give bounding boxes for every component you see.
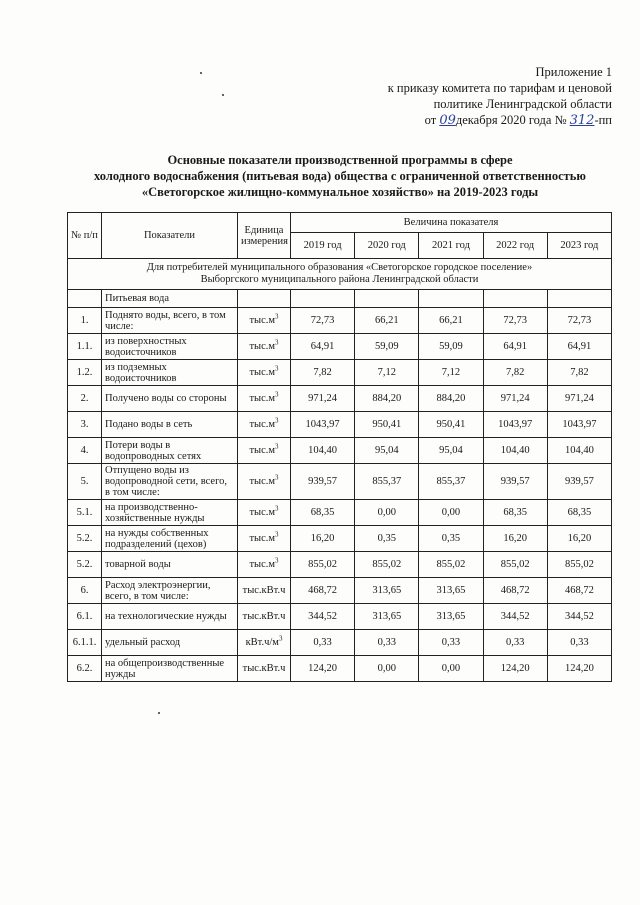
empty-cell bbox=[547, 290, 611, 308]
unit-base: тыс.м bbox=[249, 533, 276, 544]
row-number: 1. bbox=[68, 308, 102, 334]
row-value: 0,00 bbox=[355, 656, 419, 682]
row-value: 884,20 bbox=[419, 386, 483, 412]
row-value: 855,02 bbox=[291, 552, 355, 578]
row-value: 971,24 bbox=[291, 386, 355, 412]
row-indicator-name: Отпущено воды из водопроводной сети, всего, в том числе: bbox=[102, 464, 238, 500]
row-number: 6. bbox=[68, 578, 102, 604]
row-value: 0,00 bbox=[355, 500, 419, 526]
unit-superscript: 3 bbox=[275, 364, 279, 373]
row-indicator-name: Расход электроэнергии, всего, в том числе: bbox=[102, 578, 238, 604]
row-unit bbox=[238, 334, 291, 360]
row-value: 344,52 bbox=[547, 604, 611, 630]
title-line-3: «Светогорское жилищно-коммунальное хозяйство» на 2019-2023 годы bbox=[141, 185, 539, 199]
row-value: 855,02 bbox=[483, 552, 547, 578]
row-indicator-name: на нужды собственных подразделений (цехов) bbox=[102, 526, 238, 552]
annex-day-handwritten: 09 bbox=[439, 113, 456, 128]
row-value: 0,33 bbox=[291, 630, 355, 656]
row-unit bbox=[238, 656, 291, 682]
row-value: 66,21 bbox=[419, 308, 483, 334]
unit-superscript: 3 bbox=[275, 390, 279, 399]
row-value: 16,20 bbox=[547, 526, 611, 552]
row-value: 7,82 bbox=[483, 360, 547, 386]
row-value: 124,20 bbox=[291, 656, 355, 682]
row-value: 7,12 bbox=[419, 360, 483, 386]
row-indicator-name: товарной воды bbox=[102, 552, 238, 578]
row-value: 1043,97 bbox=[547, 412, 611, 438]
header-unit: Единица измерения bbox=[238, 213, 291, 259]
row-value: 59,09 bbox=[419, 334, 483, 360]
document-title bbox=[60, 152, 620, 200]
row-unit bbox=[238, 604, 291, 630]
unit-base: тыс.м bbox=[249, 559, 276, 570]
row-value: 855,02 bbox=[419, 552, 483, 578]
row-indicator-name: Поднято воды, всего, в том числе: bbox=[102, 308, 238, 334]
row-value: 0,00 bbox=[419, 500, 483, 526]
table-row bbox=[68, 308, 612, 334]
row-indicator-name: на производственно-хозяйственные нужды bbox=[102, 500, 238, 526]
annex-committee-line: политике Ленинградской области bbox=[433, 97, 612, 111]
row-value: 855,37 bbox=[419, 464, 483, 500]
scan-speck bbox=[158, 712, 160, 714]
table-row bbox=[68, 552, 612, 578]
row-value: 468,72 bbox=[483, 578, 547, 604]
unit-superscript: 3 bbox=[275, 416, 279, 425]
empty-cell bbox=[238, 290, 291, 308]
table-row bbox=[68, 412, 612, 438]
row-value: 0,33 bbox=[547, 630, 611, 656]
row-value: 344,52 bbox=[291, 604, 355, 630]
empty-cell bbox=[419, 290, 483, 308]
unit-base: тыс.м bbox=[249, 341, 276, 352]
title-line-2: холодного водоснабжения (питьевая вода) общества с ограниченной ответственностью bbox=[94, 169, 586, 183]
annex-block bbox=[372, 64, 612, 129]
row-indicator-name: удельный расход bbox=[102, 630, 238, 656]
row-value: 64,91 bbox=[483, 334, 547, 360]
header-year: 2021 год bbox=[419, 233, 483, 259]
row-value: 95,04 bbox=[355, 438, 419, 464]
row-indicator-name: Подано воды в сеть bbox=[102, 412, 238, 438]
row-indicator-name: на общепроизводственные нужды bbox=[102, 656, 238, 682]
row-number: 4. bbox=[68, 438, 102, 464]
row-value: 884,20 bbox=[355, 386, 419, 412]
unit-base: тыс.кВт.ч bbox=[242, 585, 286, 596]
unit-superscript: 3 bbox=[275, 312, 279, 321]
unit-base: тыс.м bbox=[249, 476, 276, 487]
unit-base: тыс.м bbox=[249, 507, 276, 518]
row-unit bbox=[238, 526, 291, 552]
row-unit bbox=[238, 500, 291, 526]
row-number: 5.1. bbox=[68, 500, 102, 526]
row-value: 1043,97 bbox=[291, 412, 355, 438]
unit-base: тыс.м bbox=[249, 419, 276, 430]
row-value: 68,35 bbox=[291, 500, 355, 526]
section-header bbox=[68, 259, 612, 290]
row-number: 5.2. bbox=[68, 552, 102, 578]
subsection-label: Питьевая вода bbox=[102, 290, 238, 308]
row-value: 72,73 bbox=[483, 308, 547, 334]
annex-month-year: декабря 2020 года № bbox=[455, 113, 567, 127]
row-indicator-name: Получено воды со стороны bbox=[102, 386, 238, 412]
row-value: 16,20 bbox=[483, 526, 547, 552]
table-row bbox=[68, 438, 612, 464]
row-value: 95,04 bbox=[419, 438, 483, 464]
empty-cell bbox=[291, 290, 355, 308]
row-unit bbox=[238, 552, 291, 578]
header-year: 2019 год bbox=[291, 233, 355, 259]
row-value: 0,00 bbox=[419, 656, 483, 682]
scan-speck bbox=[200, 72, 202, 74]
unit-base: тыс.м bbox=[249, 393, 276, 404]
row-value: 64,91 bbox=[547, 334, 611, 360]
row-value: 59,09 bbox=[355, 334, 419, 360]
row-value: 66,21 bbox=[355, 308, 419, 334]
unit-base: тыс.м bbox=[249, 367, 276, 378]
unit-superscript: 3 bbox=[275, 530, 279, 539]
row-value: 72,73 bbox=[291, 308, 355, 334]
row-value: 468,72 bbox=[291, 578, 355, 604]
row-unit bbox=[238, 630, 291, 656]
table-row bbox=[68, 386, 612, 412]
unit-superscript: 3 bbox=[275, 504, 279, 513]
unit-superscript: 3 bbox=[278, 634, 283, 643]
row-value: 344,52 bbox=[483, 604, 547, 630]
header-value-group: Величина показателя bbox=[291, 213, 612, 233]
empty-cell bbox=[355, 290, 419, 308]
row-value: 313,65 bbox=[355, 604, 419, 630]
row-indicator-name: Потери воды в водопроводных сетях bbox=[102, 438, 238, 464]
scan-speck bbox=[222, 94, 224, 96]
row-value: 468,72 bbox=[547, 578, 611, 604]
row-value: 7,12 bbox=[355, 360, 419, 386]
unit-superscript: 3 bbox=[275, 338, 279, 347]
empty-cell bbox=[483, 290, 547, 308]
row-number: 5. bbox=[68, 464, 102, 500]
empty-cell bbox=[68, 290, 102, 308]
row-value: 855,37 bbox=[355, 464, 419, 500]
annex-date-line bbox=[372, 112, 612, 129]
annex-suffix: -пп bbox=[594, 113, 612, 127]
unit-base: тыс.кВт.ч bbox=[242, 663, 286, 674]
row-number: 6.1.1. bbox=[68, 630, 102, 656]
header-indicators: Показатели bbox=[102, 213, 238, 259]
row-indicator-name: из подземных водоисточников bbox=[102, 360, 238, 386]
row-value: 124,20 bbox=[547, 656, 611, 682]
row-value: 0,33 bbox=[419, 630, 483, 656]
annex-title: Приложение 1 bbox=[535, 65, 612, 79]
row-value: 855,02 bbox=[355, 552, 419, 578]
row-value: 950,41 bbox=[355, 412, 419, 438]
row-value: 1043,97 bbox=[483, 412, 547, 438]
row-value: 104,40 bbox=[483, 438, 547, 464]
row-unit bbox=[238, 308, 291, 334]
table-row bbox=[68, 604, 612, 630]
row-indicator-name: на технологические нужды bbox=[102, 604, 238, 630]
table-row bbox=[68, 464, 612, 500]
row-value: 939,57 bbox=[291, 464, 355, 500]
row-value: 939,57 bbox=[483, 464, 547, 500]
unit-superscript: 3 bbox=[275, 442, 279, 451]
section-line-2: Выборгского муниципального района Ленинградской области bbox=[200, 274, 479, 285]
row-unit bbox=[238, 360, 291, 386]
row-number: 5.2. bbox=[68, 526, 102, 552]
annex-order-line: к приказу комитета по тарифам и ценовой bbox=[387, 81, 612, 95]
row-indicator-name: из поверхностных водоисточников bbox=[102, 334, 238, 360]
row-value: 971,24 bbox=[483, 386, 547, 412]
row-value: 16,20 bbox=[291, 526, 355, 552]
row-value: 0,33 bbox=[355, 630, 419, 656]
row-number: 3. bbox=[68, 412, 102, 438]
row-value: 104,40 bbox=[291, 438, 355, 464]
row-value: 313,65 bbox=[355, 578, 419, 604]
header-year: 2020 год bbox=[355, 233, 419, 259]
row-value: 68,35 bbox=[547, 500, 611, 526]
row-number: 1.2. bbox=[68, 360, 102, 386]
title-line-1: Основные показатели производственной программы в сфере bbox=[167, 153, 513, 167]
row-unit bbox=[238, 438, 291, 464]
row-number: 6.1. bbox=[68, 604, 102, 630]
row-value: 68,35 bbox=[483, 500, 547, 526]
row-number: 6.2. bbox=[68, 656, 102, 682]
unit-base: тыс.м bbox=[249, 445, 276, 456]
row-value: 124,20 bbox=[483, 656, 547, 682]
row-value: 7,82 bbox=[291, 360, 355, 386]
row-value: 104,40 bbox=[547, 438, 611, 464]
row-value: 939,57 bbox=[547, 464, 611, 500]
table-row bbox=[68, 334, 612, 360]
unit-superscript: 3 bbox=[275, 556, 279, 565]
row-value: 0,35 bbox=[419, 526, 483, 552]
row-value: 72,73 bbox=[547, 308, 611, 334]
row-unit bbox=[238, 412, 291, 438]
table-row bbox=[68, 656, 612, 682]
row-number: 1.1. bbox=[68, 334, 102, 360]
row-value: 855,02 bbox=[547, 552, 611, 578]
indicators-table bbox=[67, 212, 612, 682]
row-unit bbox=[238, 386, 291, 412]
row-value: 0,33 bbox=[483, 630, 547, 656]
row-value: 0,35 bbox=[355, 526, 419, 552]
row-value: 7,82 bbox=[547, 360, 611, 386]
table-row bbox=[68, 500, 612, 526]
row-unit bbox=[238, 578, 291, 604]
header-year: 2023 год bbox=[547, 233, 611, 259]
unit-base: тыс.кВт.ч bbox=[242, 611, 286, 622]
unit-base: тыс.м bbox=[249, 315, 276, 326]
header-num: № п/п bbox=[68, 213, 102, 259]
row-value: 950,41 bbox=[419, 412, 483, 438]
unit-superscript: 3 bbox=[275, 473, 279, 482]
table-row bbox=[68, 630, 612, 656]
row-value: 313,65 bbox=[419, 604, 483, 630]
annex-date-prefix: от bbox=[424, 113, 437, 127]
table-row bbox=[68, 578, 612, 604]
row-number: 2. bbox=[68, 386, 102, 412]
unit-base: кВт.ч/м bbox=[245, 637, 279, 648]
row-value: 971,24 bbox=[547, 386, 611, 412]
row-value: 64,91 bbox=[291, 334, 355, 360]
annex-number-handwritten: 312 bbox=[569, 113, 595, 128]
header-year: 2022 год bbox=[483, 233, 547, 259]
row-unit bbox=[238, 464, 291, 500]
table-row bbox=[68, 360, 612, 386]
table-row bbox=[68, 526, 612, 552]
row-value: 313,65 bbox=[419, 578, 483, 604]
section-line-1: Для потребителей муниципального образования «Светогорское городское поселение» bbox=[146, 262, 533, 273]
